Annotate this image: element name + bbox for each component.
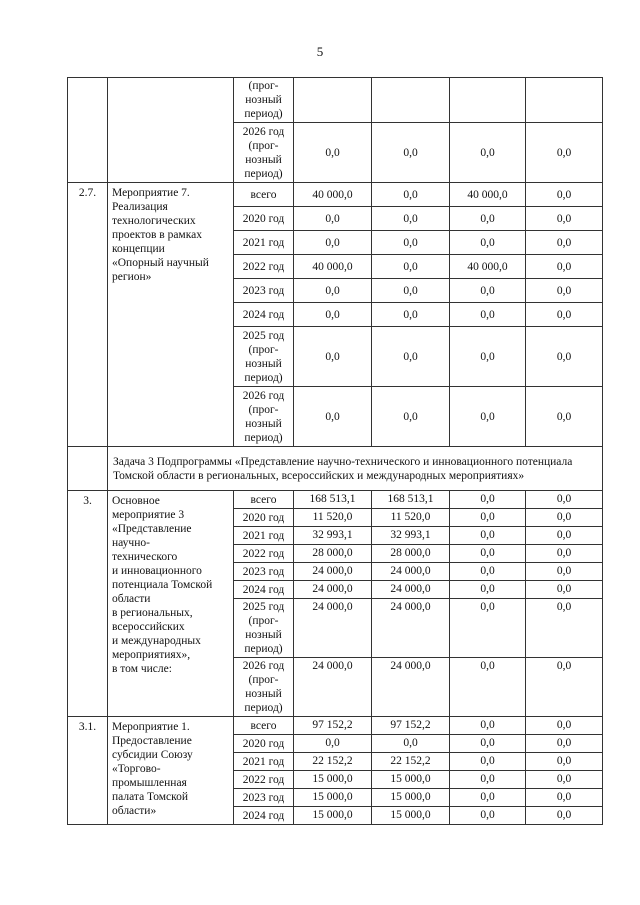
value-cell: 0,0: [450, 123, 526, 183]
year-cell: 2022 год: [234, 545, 294, 563]
value-cell: 0,0: [450, 807, 526, 825]
year-cell: 2021 год: [234, 527, 294, 545]
value-cell: 0,0: [526, 771, 603, 789]
value-cell: 0,0: [294, 279, 372, 303]
value-cell: 15 000,0: [294, 771, 372, 789]
value-cell: 0,0: [294, 735, 372, 753]
value-cell: 0,0: [450, 563, 526, 581]
value-cell: 0,0: [526, 563, 603, 581]
value-cell: 40 000,0: [294, 255, 372, 279]
value-cell: 24 000,0: [372, 563, 450, 581]
value-cell: 0,0: [450, 279, 526, 303]
value-cell: 0,0: [372, 207, 450, 231]
value-cell: 0,0: [526, 231, 603, 255]
year-cell: 2022 год: [234, 255, 294, 279]
table-row: [68, 183, 603, 207]
value-cell: 0,0: [526, 279, 603, 303]
value-cell: 28 000,0: [372, 545, 450, 563]
year-cell: всего: [234, 183, 294, 207]
value-cell: 24 000,0: [294, 658, 372, 717]
table-row: [68, 717, 603, 735]
year-cell: 2025 год (прог- нозный период): [234, 599, 294, 658]
funding-table-body: [68, 78, 603, 825]
value-cell: 40 000,0: [450, 183, 526, 207]
value-cell: 0,0: [450, 581, 526, 599]
value-cell: 0,0: [372, 303, 450, 327]
task-row: [68, 447, 603, 491]
value-cell: 0,0: [450, 599, 526, 658]
value-cell: 24 000,0: [294, 599, 372, 658]
value-cell: 22 152,2: [294, 753, 372, 771]
task-heading: Задача 3 Подпрограммы «Представление научно-технического и инновационного потенциала Томской области в региональных, всероссийских и международных мероприятиях»: [108, 447, 603, 491]
value-cell: 97 152,2: [372, 717, 450, 735]
value-cell: 15 000,0: [372, 789, 450, 807]
value-cell: [294, 78, 372, 123]
empty-cell: [68, 447, 108, 491]
value-cell: 11 520,0: [294, 509, 372, 527]
year-cell: 2023 год: [234, 789, 294, 807]
year-cell: (прог- нозный период): [234, 78, 294, 123]
value-cell: 0,0: [526, 509, 603, 527]
value-cell: 168 513,1: [372, 491, 450, 509]
value-cell: 0,0: [526, 789, 603, 807]
year-cell: 2023 год: [234, 563, 294, 581]
funding-table: [67, 77, 603, 825]
value-cell: 0,0: [450, 207, 526, 231]
year-cell: всего: [234, 491, 294, 509]
value-cell: 0,0: [450, 789, 526, 807]
value-cell: 15 000,0: [294, 807, 372, 825]
value-cell: 0,0: [294, 303, 372, 327]
value-cell: 15 000,0: [294, 789, 372, 807]
value-cell: 0,0: [526, 387, 603, 447]
value-cell: 24 000,0: [372, 599, 450, 658]
value-cell: 24 000,0: [294, 563, 372, 581]
value-cell: 22 152,2: [372, 753, 450, 771]
year-cell: 2022 год: [234, 771, 294, 789]
value-cell: 97 152,2: [294, 717, 372, 735]
value-cell: 32 993,1: [372, 527, 450, 545]
value-cell: 0,0: [526, 807, 603, 825]
value-cell: 0,0: [294, 387, 372, 447]
value-cell: 40 000,0: [294, 183, 372, 207]
value-cell: 15 000,0: [372, 807, 450, 825]
row-number: 3.1.: [68, 717, 108, 825]
value-cell: [372, 78, 450, 123]
year-cell: 2024 год: [234, 807, 294, 825]
activity-name: Мероприятие 7. Реализация технологических проектов в рамках концепции «Опорный научный регион»: [108, 183, 234, 447]
row-number: 2.7.: [68, 183, 108, 447]
value-cell: 168 513,1: [294, 491, 372, 509]
value-cell: 0,0: [526, 545, 603, 563]
value-cell: 0,0: [526, 581, 603, 599]
value-cell: [526, 78, 603, 123]
value-cell: 0,0: [450, 717, 526, 735]
value-cell: 0,0: [450, 327, 526, 387]
page-number: 5: [316, 44, 324, 59]
value-cell: 0,0: [450, 387, 526, 447]
value-cell: 0,0: [372, 183, 450, 207]
value-cell: 0,0: [450, 491, 526, 509]
value-cell: 0,0: [526, 735, 603, 753]
value-cell: 0,0: [526, 717, 603, 735]
year-cell: 2020 год: [234, 509, 294, 527]
value-cell: 11 520,0: [372, 509, 450, 527]
value-cell: 15 000,0: [372, 771, 450, 789]
value-cell: 0,0: [294, 207, 372, 231]
value-cell: 0,0: [372, 279, 450, 303]
value-cell: 0,0: [450, 303, 526, 327]
value-cell: 0,0: [294, 231, 372, 255]
activity-name: Мероприятие 1. Предоставление субсидии Союзу «Торгово- промышленная палата Томской области»: [108, 717, 234, 825]
value-cell: 0,0: [526, 303, 603, 327]
value-cell: 0,0: [450, 527, 526, 545]
value-cell: 0,0: [450, 658, 526, 717]
value-cell: 0,0: [526, 491, 603, 509]
number-cell: [68, 78, 108, 183]
row-number: 3.: [68, 491, 108, 717]
value-cell: 0,0: [372, 327, 450, 387]
year-cell: всего: [234, 717, 294, 735]
value-cell: 0,0: [526, 599, 603, 658]
value-cell: 40 000,0: [450, 255, 526, 279]
value-cell: 0,0: [372, 123, 450, 183]
year-cell: 2020 год: [234, 735, 294, 753]
table-row: [68, 78, 603, 123]
value-cell: 24 000,0: [372, 658, 450, 717]
year-cell: 2025 год (прог- нозный период): [234, 327, 294, 387]
year-cell: 2026 год (прог- нозный период): [234, 123, 294, 183]
year-cell: 2021 год: [234, 231, 294, 255]
year-cell: 2020 год: [234, 207, 294, 231]
value-cell: 0,0: [294, 123, 372, 183]
value-cell: 0,0: [450, 753, 526, 771]
value-cell: 0,0: [450, 545, 526, 563]
table-row: [68, 491, 603, 509]
value-cell: 0,0: [526, 255, 603, 279]
value-cell: 24 000,0: [372, 581, 450, 599]
value-cell: 0,0: [526, 123, 603, 183]
value-cell: 0,0: [372, 387, 450, 447]
value-cell: 0,0: [294, 327, 372, 387]
year-cell: 2026 год (прог- нозный период): [234, 658, 294, 717]
value-cell: 0,0: [526, 183, 603, 207]
value-cell: 0,0: [526, 658, 603, 717]
value-cell: 24 000,0: [294, 581, 372, 599]
value-cell: 0,0: [450, 231, 526, 255]
value-cell: 0,0: [372, 735, 450, 753]
value-cell: 0,0: [526, 753, 603, 771]
value-cell: 32 993,1: [294, 527, 372, 545]
year-cell: 2023 год: [234, 279, 294, 303]
value-cell: 0,0: [526, 527, 603, 545]
year-cell: 2024 год: [234, 581, 294, 599]
value-cell: 0,0: [372, 231, 450, 255]
value-cell: [450, 78, 526, 123]
year-cell: 2021 год: [234, 753, 294, 771]
value-cell: 0,0: [450, 735, 526, 753]
value-cell: 0,0: [450, 509, 526, 527]
value-cell: 0,0: [526, 207, 603, 231]
value-cell: 0,0: [450, 771, 526, 789]
year-cell: 2026 год (прог- нозный период): [234, 387, 294, 447]
value-cell: 28 000,0: [294, 545, 372, 563]
value-cell: 0,0: [372, 255, 450, 279]
activity-name: Основное мероприятие 3 «Представление научно- технического и инновационного потенциала Томской области в региональных, всероссийских и международных мероприятиях», в том числе:: [108, 491, 234, 717]
value-cell: 0,0: [526, 327, 603, 387]
name-cell: [108, 78, 234, 183]
year-cell: 2024 год: [234, 303, 294, 327]
